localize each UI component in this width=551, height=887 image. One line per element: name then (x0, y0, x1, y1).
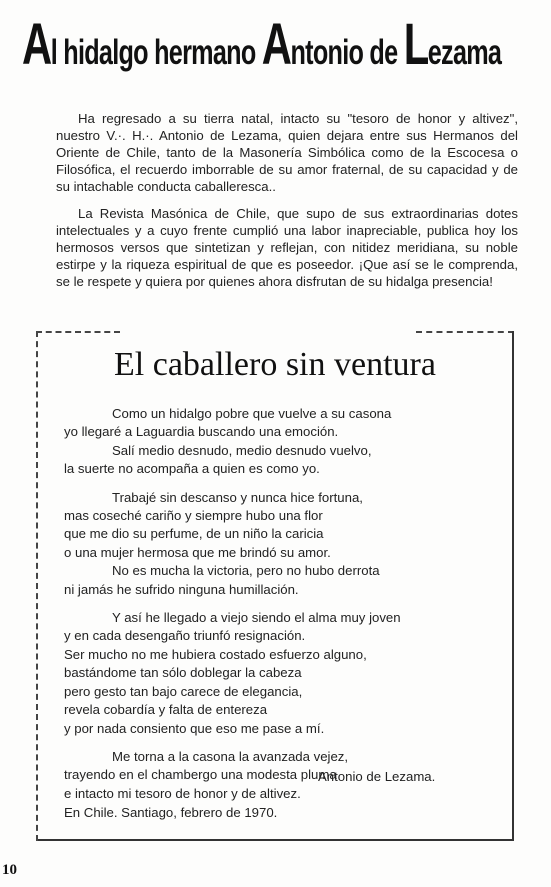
poem-dateline: En Chile. Santiago, febrero de 1970. (64, 805, 278, 820)
headline-cap-3: L (403, 12, 428, 77)
poem-line: o una mujer hermosa que me brindó su amor. (64, 544, 331, 560)
headline-text-3: ezama (427, 33, 502, 72)
poem-stanza (64, 405, 494, 479)
poem-line: Y así he llegado a viejo siendo el alma muy joven (112, 610, 401, 626)
frame-border-top-right (416, 331, 514, 333)
frame-border-right (512, 331, 514, 841)
poem-title: El caballero sin ventura (114, 346, 436, 383)
frame-border-bottom (36, 839, 514, 841)
poem-line: que me dio su perfume, de un niño la caricia (64, 526, 324, 542)
intro-text (56, 110, 518, 300)
poem-line: No es mucha la victoria, pero no hubo derrota (112, 563, 380, 579)
poem-author: Antonio de Lezama. (318, 769, 436, 784)
frame-border-left (36, 331, 38, 841)
poem-line: pero gesto tan bajo carece de elegancia, (64, 683, 303, 699)
poem-line: y por nada consiento que eso me pase a mí. (64, 720, 325, 736)
poem-line: yo llegaré a Laguardia buscando una emoción. (64, 424, 339, 440)
poem-line: Me torna a la casona la avanzada vejez, (112, 748, 349, 764)
intro-paragraph-2: La Revista Masónica de Chile, que supo de sus extraordinarias dotes intelectuales y a cuyo frente cumplió una labor inapreciable, publica hoy los hermosos versos que sintetizan y reflejan, con nitidez meridiana, su noble estirpe y la riqueza espiritual de que es poseedor. ¡Que así se le comprenda, se le respete y quiera por quienes ahora disfrutan de su hidalga presencia! (56, 206, 518, 289)
poem-line: Trabajé sin descanso y nunca hice fortuna, (112, 489, 363, 505)
poem-line: y en cada desengaño triunfó resignación. (64, 628, 306, 644)
poem-line: Ser mucho no me hubiera costado esfuerzo alguno, (64, 646, 367, 662)
poem-body (64, 405, 494, 813)
poem-stanza (64, 489, 494, 599)
intro-paragraph-1: Ha regresado a su tierra natal, intacto su "tesoro de honor y altivez", nuestro V.·. H.·. Antonio de Lezama, quien dejara entre sus Hermanos del Oriente de Chile, tanto de la Masonería Simbólica como de la Escocesa o Filosófica, el recuerdo imborrable de su amor fraternal, de su capacidad y de su intachable conducta caballeresca.. (56, 111, 518, 194)
poem-line: la suerte no acompaña a quien es como yo. (64, 461, 320, 477)
poem-line: bastándome tan sólo doblegar la cabeza (64, 665, 302, 681)
poem-line: trayendo en el chambergo una modesta pluma (64, 767, 337, 783)
headline-text-2: ntonio de (290, 33, 404, 72)
headline-text-1: l hidalgo hermano (50, 33, 262, 72)
poem-line: mas coseché cariño y siempre hubo una flor (64, 508, 323, 524)
page-number: 10 (2, 862, 17, 878)
poem-stanza (64, 609, 494, 738)
headline-cap-1: A (22, 12, 51, 77)
article-headline (22, 12, 502, 84)
headline-cap-2: A (261, 12, 291, 77)
poem-line: revela cobardía y falta de entereza (64, 702, 268, 718)
poem-line: ni jamás he sufrido ninguna humillación. (64, 581, 299, 597)
frame-border-top-left (36, 331, 120, 333)
poem-line: e intacto mi tesoro de honor y de altivez. (64, 785, 301, 801)
poem-line: Como un hidalgo pobre que vuelve a su casona (112, 406, 392, 421)
poem-line: Salí medio desnudo, medio desnudo vuelvo, (112, 442, 372, 458)
poem-frame (36, 331, 514, 841)
